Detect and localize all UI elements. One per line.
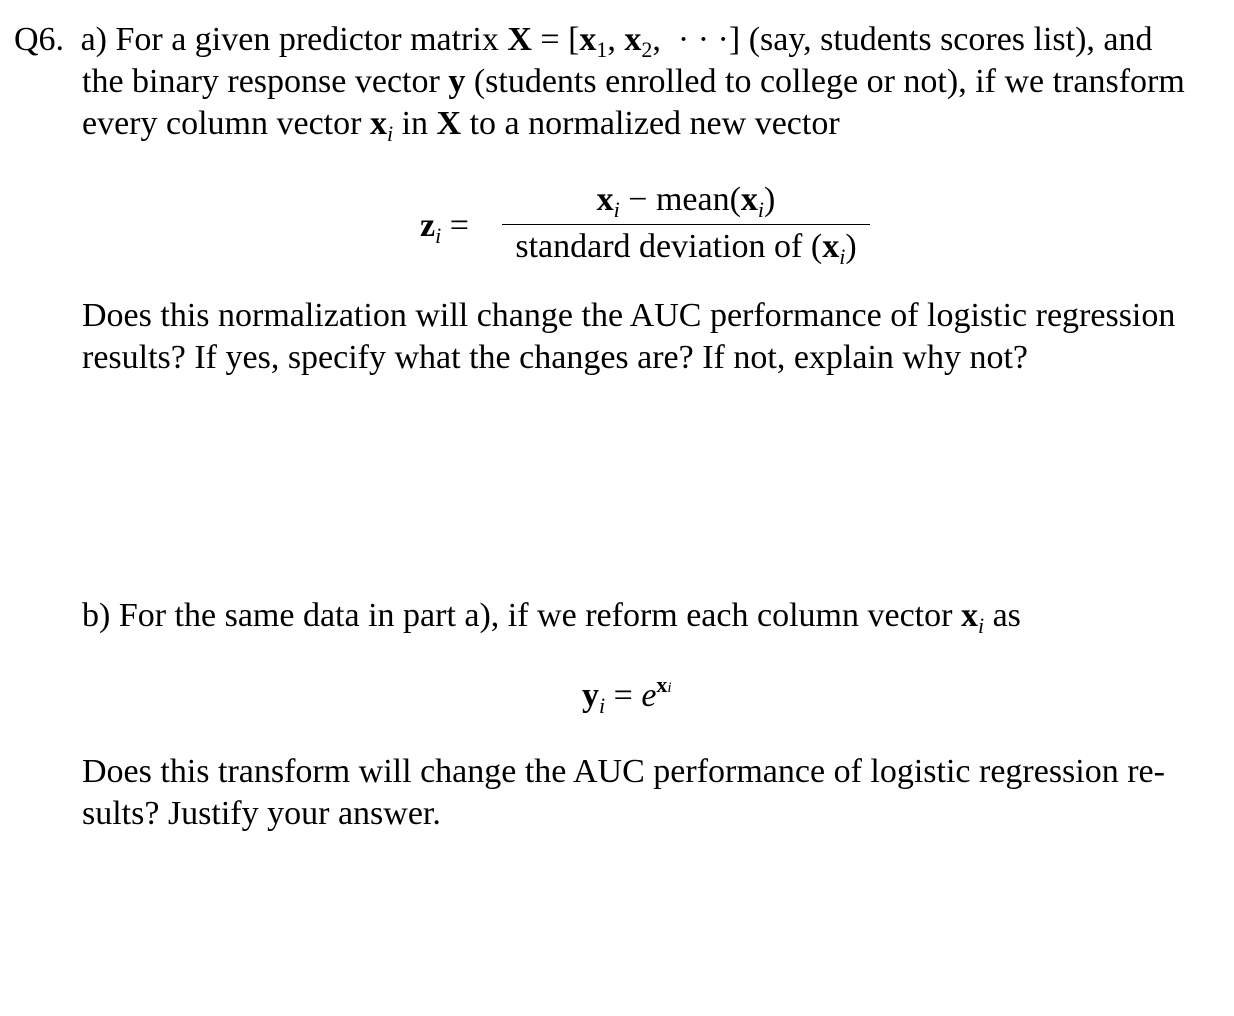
fraction-bar: [502, 224, 870, 225]
part-b-line-1: b) For the same data in part a), if we reform each column vector $x_i$ as: [82, 597, 1021, 638]
part-a-line-1: Q6. a) For a given predictor matrix $X = [x_1$, $x_2$, · · ·] (say, students scores list), and: [14, 21, 1153, 62]
part-a-question-line-1: Does this normalization will change the AUC performance of logistic regression: [82, 297, 1176, 334]
part-a-label: a): [80, 21, 107, 58]
normalization-lhs: $z_i$ =: [420, 207, 469, 248]
column-vector-symbol-b: $x_i$: [960, 597, 985, 638]
matrix-symbol: X: [436, 105, 462, 142]
part-b-question-line-2: sults? Justify your answer.: [82, 795, 441, 832]
part-a-line-3: every column vector $x_i$ in X to a normalized new vector: [82, 105, 840, 146]
fraction-denominator: standard deviation of $(x_i)$: [515, 228, 857, 269]
part-a-line-2: the binary response vector y (students enrolled to college or not), if we transform: [82, 63, 1185, 100]
response-vector-symbol: y: [448, 63, 466, 100]
exponential-formula: $y_i = e^{xi}$: [582, 672, 672, 718]
normalization-fraction: [502, 180, 870, 267]
part-a-question-line-2: results? If yes, specify what the changes are? If not, explain why not?: [82, 339, 1028, 376]
part-b-question-line-1: Does this transform will change the AUC performance of logistic regression re-: [82, 753, 1165, 790]
matrix-definition: $X = [x_1$, $x_2$, · · ·]: [507, 21, 741, 62]
column-vector-symbol: $x_i$: [369, 105, 394, 146]
question-number: Q6.: [14, 21, 65, 58]
fraction-numerator: $x_i$ − $mean(x_i)$: [596, 181, 776, 222]
part-b-label: b): [82, 597, 111, 634]
